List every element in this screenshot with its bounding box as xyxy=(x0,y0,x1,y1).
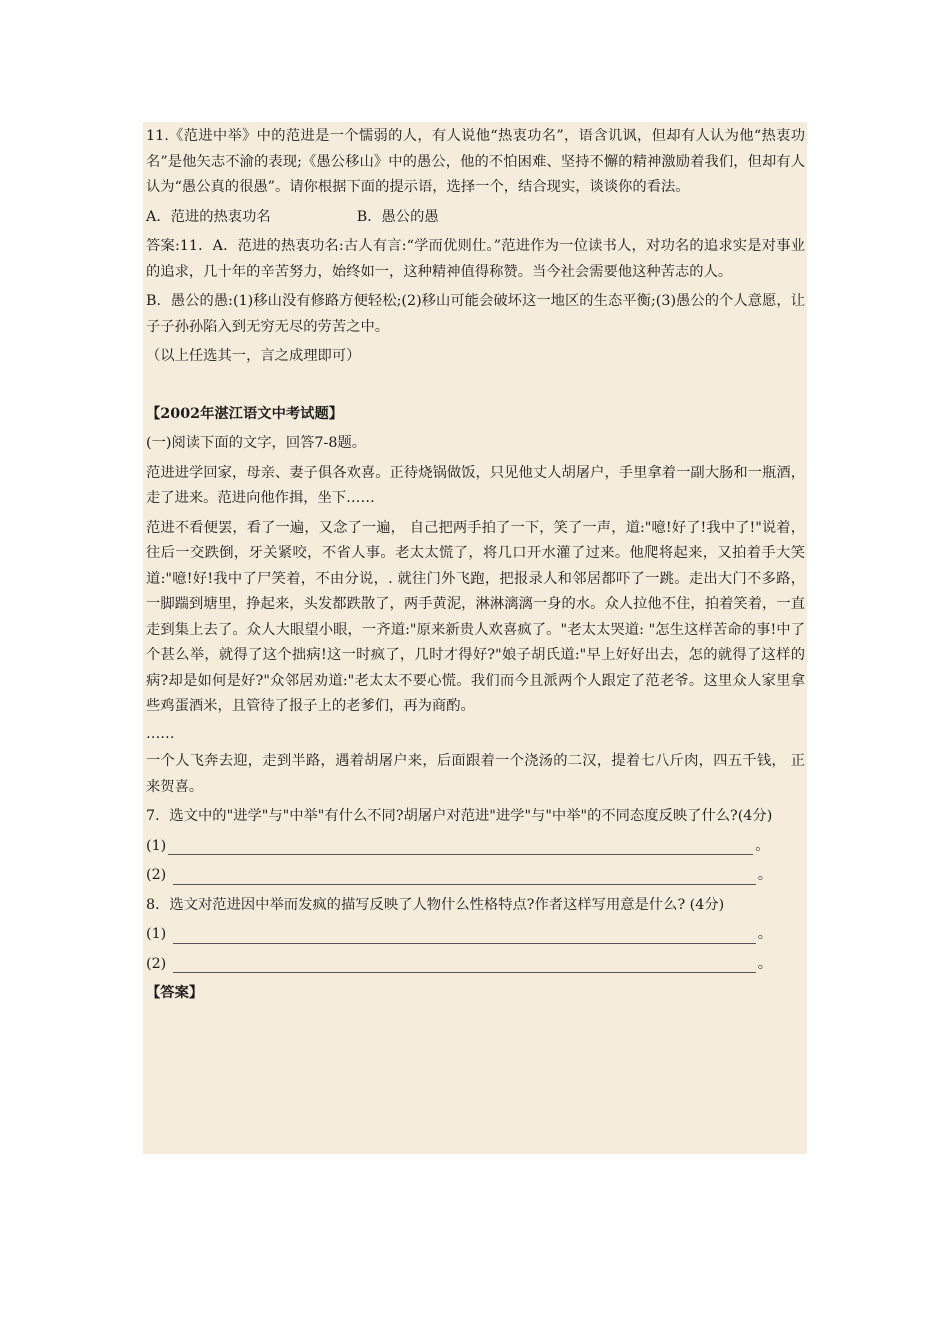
q8-line-1-blank[interactable] xyxy=(173,926,756,944)
q11-option-b: B．愚公的愚 xyxy=(356,208,439,225)
question-8: 8．选文对范进因中举而发疯的描写反映了人物什么性格特点?作者这样写用意是什么? (4分) xyxy=(146,896,725,913)
q11-question: 11.《范进中举》中的范进是一个懦弱的人，有人说他“热衷功名”，语含讥讽，但却有人认为他“热衷功名”是他矢志不渝的表现;《愚公移山》中的愚公，他的不怕困难、坚持不懈的精神激励着我们，但却有人认为“愚公真的很愚”。请你根据下面的提示语，选择一个，结合现实，谈谈你的看法。 xyxy=(146,128,805,195)
q7-answer-line-2 xyxy=(146,863,805,889)
q7-line-2-period: 。 xyxy=(757,867,773,883)
q7-answer-line-1 xyxy=(146,834,805,860)
q11-option-a: A．范进的热衷功名 xyxy=(146,208,271,225)
passage-paragraph-1: 范进进学回家，母亲、妻子俱各欢喜。正待烧锅做饭，只见他丈人胡屠户，手里拿着一副大肠和一瓶酒，走了进来。范进向他作揖，坐下…… xyxy=(146,464,805,506)
q8-answer-line-2 xyxy=(146,952,805,978)
q11-answer-a: 答案:11．A．范进的热衷功名:古人有言:“学而优则仕。”范进作为一位读书人，对功名的追求实是对事业的追求，几十年的辛苦努力，始终如一，这种精神值得称赞。当今社会需要他这种苦志的人。 xyxy=(146,238,805,280)
passage-paragraph-3: 一个人飞奔去迎，走到半路，遇着胡屠户来，后面跟着一个浇汤的二汉，提着七八斤肉，四五千钱， 正来贺喜。 xyxy=(146,753,805,795)
q7-line-2-blank[interactable] xyxy=(173,867,756,885)
q7-line-1-number: (1) xyxy=(146,837,167,854)
q11-options xyxy=(146,205,805,231)
q11-answer-b: B．愚公的愚:(1)移山没有修路方便轻松;(2)移山可能会破坏这一地区的生态平衡;(3)愚公的个人意愿，让子子孙孙陷入到无穷无尽的劳苦之中。 xyxy=(146,293,805,335)
section-gap xyxy=(146,374,805,400)
q7-line-1-blank[interactable] xyxy=(168,837,753,855)
q8-answer-line-1 xyxy=(146,922,805,948)
q8-line-2-number: (2) xyxy=(146,955,171,972)
q8-line-1-number: (1) xyxy=(146,926,171,942)
document-page xyxy=(143,122,807,1154)
q7-line-2-number: (2) xyxy=(146,867,171,883)
q7-line-1-period: 。 xyxy=(755,837,770,854)
passage-paragraph-2: 范进不看便罢，看了一遍，又念了一遍， 自己把两手拍了一下，笑了一声，道:"噫!好了!我中了!"说着，往后一交跌倒，牙关紧咬，不省人事。老太太慌了，将几口开水灌了过来。他爬将起来，又拍着手大笑道:"噫!好!我中了尸笑着，不由分说，. 就往门外飞跑，把报录人和邻居都吓了一跳。走出大门不多路，一脚踹到塘里，挣起来，头发都跌散了，两手黄泥，淋淋漓漓一身的水。众人拉他不住，拍着笑着，一直走到集上去了。众人大眼望小眼，一齐道:"原来新贵人欢喜疯了。"老太太哭道: "怎生这样苦命的事!中了个甚么举，就得了这个拙病!这一时疯了，几时才得好?"娘子胡氏道:"早上好好出去，怎的就得了这样的病?却是如何是好?"众邻居劝道:"老太太不要心慌。我们而今且派两个人跟定了范老爷。这里众人家里拿些鸡蛋酒米，且管待了报子上的老爹们，再为商酌。 xyxy=(146,519,805,714)
q8-line-2-period: 。 xyxy=(757,955,773,972)
answer-heading: 【答案】 xyxy=(146,985,204,1001)
q8-line-2-blank[interactable] xyxy=(173,955,756,973)
passage-ellipsis: …… xyxy=(146,725,175,742)
q11-note: （以上任选其一，言之成理即可） xyxy=(146,348,361,364)
exam-heading: 【2002年湛江语文中考试题】 xyxy=(146,405,344,422)
question-7: 7．选文中的"进学"与"中举"有什么不同?胡屠户对范进"进学"与"中举"的不同态度反映了什么?(4分) xyxy=(146,808,773,824)
q8-line-1-period: 。 xyxy=(757,926,773,942)
exam-intro: (一)阅读下面的文字，回答7-8题。 xyxy=(146,435,367,451)
